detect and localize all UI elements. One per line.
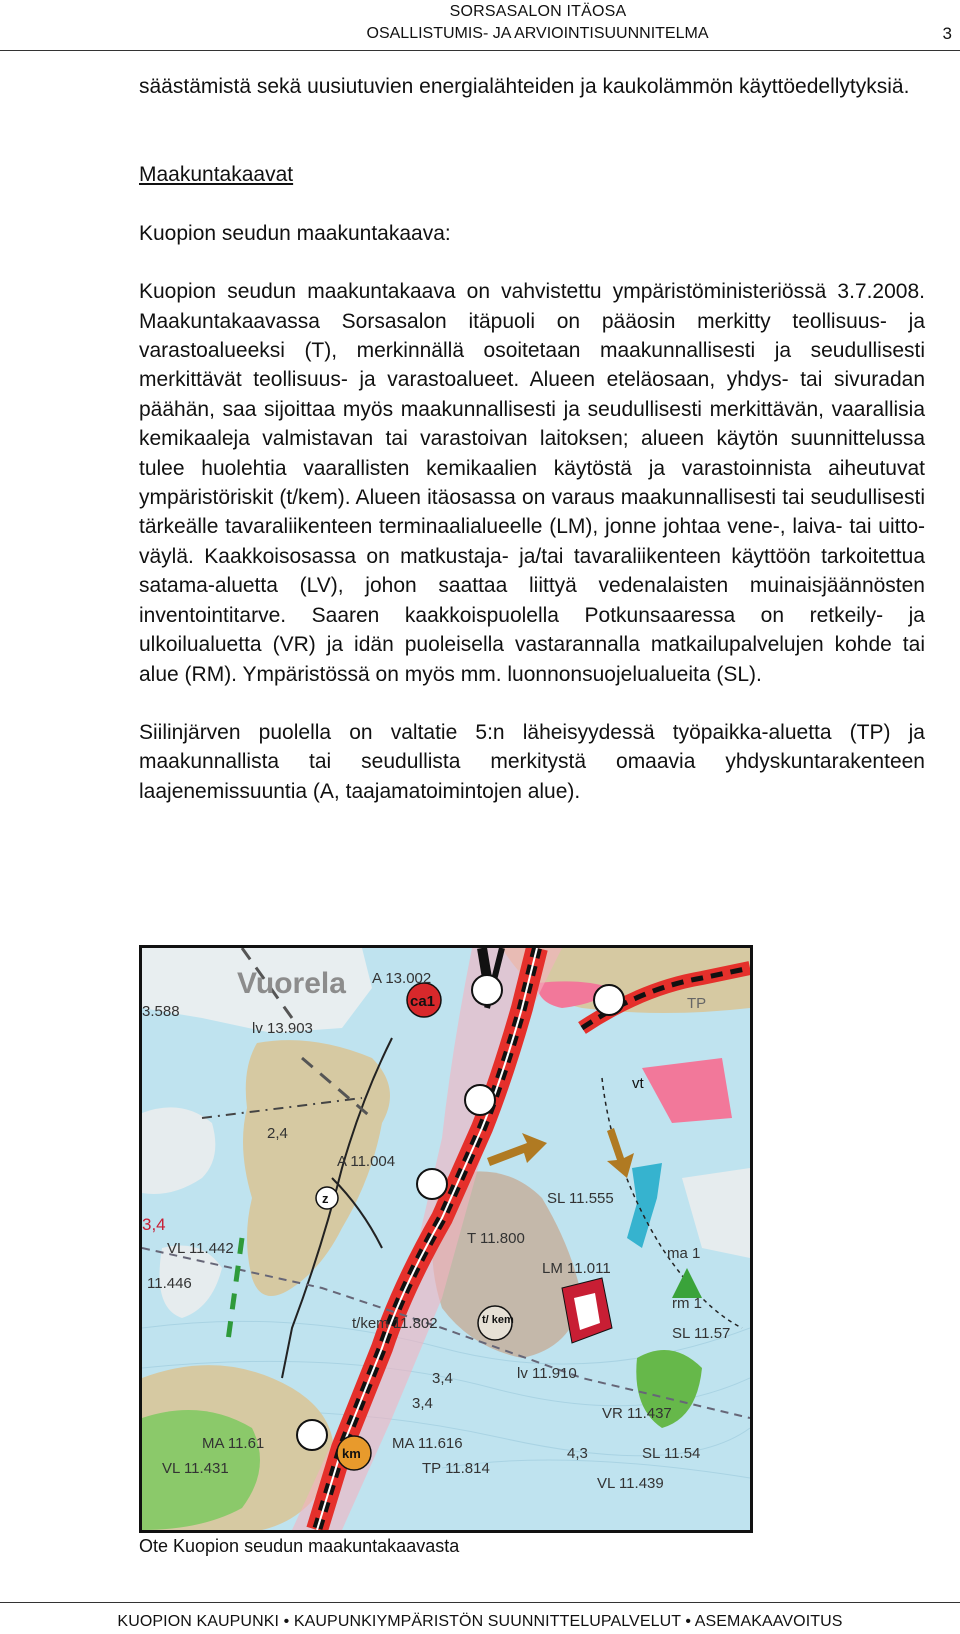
section-heading: Maakuntakaavat: [139, 163, 294, 187]
map-label: LM 11.011: [542, 1260, 611, 1277]
map-label: VL 11.442: [167, 1240, 234, 1257]
map-label: TP: [687, 995, 707, 1012]
map-label: SL 11.57: [672, 1325, 731, 1342]
map-label: 3,4: [142, 1215, 166, 1234]
map-label: z: [322, 1191, 329, 1206]
map-label: 3,4: [432, 1370, 453, 1387]
map-label: 3.588: [142, 1003, 180, 1020]
map-label: A 11.004: [337, 1153, 396, 1170]
map-label: lv 11.910: [517, 1365, 577, 1382]
map-label: 3,4: [412, 1395, 433, 1412]
map-label: 11.446: [147, 1275, 192, 1292]
map-label: SL 11.555: [547, 1190, 614, 1207]
map-label: vt: [632, 1075, 644, 1092]
map-label: ca1: [410, 993, 436, 1010]
map-label: TP 11.814: [422, 1460, 490, 1477]
header-subtitle: OSALLISTUMIS- JA ARVIOINTISUUNNITELMA: [366, 25, 709, 42]
map-label: 4,3: [567, 1445, 588, 1462]
map-label: VL 11.439: [597, 1475, 664, 1492]
map-label: VR 11.437: [602, 1405, 672, 1422]
page-number: 3: [942, 24, 952, 43]
map-label: t/kem 11.802: [352, 1315, 438, 1332]
map-label: rm 1: [672, 1295, 702, 1312]
header-divider: [0, 50, 960, 51]
regional-plan-map: [139, 945, 753, 1533]
map-label: km: [342, 1446, 361, 1461]
map-label: MA 11.616: [392, 1435, 463, 1452]
map-label: Vuorela: [237, 967, 346, 1000]
subheading: Kuopion seudun maakuntakaava:: [139, 221, 451, 245]
map-label: T 11.800: [467, 1230, 525, 1247]
map-label: lv 13.903: [252, 1020, 313, 1037]
footer-divider: [0, 1602, 960, 1603]
map-label: A 13.002: [372, 970, 432, 987]
map-label: MA 11.61: [202, 1435, 265, 1452]
map-label: VL 11.431: [162, 1460, 229, 1477]
intro-paragraph: säästämistä sekä uusiutuvien energialähteiden ja kaukolämmön käyttöedellytyksiä.: [139, 75, 910, 98]
map-label: SL 11.54: [642, 1445, 701, 1462]
page-footer: KUOPION KAUPUNKI • KAUPUNKIYMPÄRISTÖN SUUNNITTELUPALVELUT • ASEMAKAAVOITUS: [117, 1613, 843, 1630]
paragraph-2: Siilinjärven puolella on valtatie 5:n läheisyydessä työpaikka-aluetta (TP) ja maakunnallista tai seudullista merkitystä omaavia yhdyskuntarakenteen laajenemissuuntia (A, taajamatoimintojen alue).: [139, 720, 925, 803]
figure-caption: Ote Kuopion seudun maakuntakaavasta: [139, 1536, 460, 1556]
map-label: 2,4: [267, 1125, 288, 1142]
header-title: SORSASALON ITÄOSA: [449, 3, 627, 20]
paragraph-1: Kuopion seudun maakuntakaava on vahvistettu ympäristöministeriössä 3.7.2008. Maakuntakaavassa Sorsasalon itäpuoli on pääosin merkitty teollisuus- ja varastoalueeksi (T), merkinnällä osoitetaan maakunnallisesti ja seudullisesti merkittävät teollisuus- ja varastoalueet. Alueen eteläosaan, yhdys- tai sivuradan päähän, saa sijoittaa myös maakunnallisesti ja seudullisesti merkittävän, vaarallisia kemikaaleja valmistavan tai varastoivan laitoksen; alueen käytön suunnittelussa tulee huolehtia vaarallisten kemikaalien käytöstä ja varastoinnista aiheutuvat ympäristöriskit (t/kem). Alueen itäosassa on varaus maakunnallisesti tai seudullisesti tärkeälle tavaraliikenteen terminaalialueelle (LM), jonne johtaa vene-, laiva- tai uittoväylä. Kaakkoisosassa on matkustaja- ja/tai tavaraliikenteen käyttöön tarkoitettua satama-aluetta (LV), johon saattaa liittyä vedenalaisten muinaisjäännösten inventointitarve. Saaren kaakkoispuolella Potkunsaaressa on retkeily- ja ulkoilualuetta (VR) ja idän puoleisella vastarannalla matkailupalvelujen kohde tai alue (RM). Ympäristössä on myös mm. luonnonsuojelualueita (SL).: [139, 280, 925, 686]
page-body: [139, 72, 925, 806]
map-label: t/ kem: [482, 1314, 514, 1326]
map-label: ma 1: [667, 1245, 701, 1262]
page-header: [0, 0, 960, 52]
